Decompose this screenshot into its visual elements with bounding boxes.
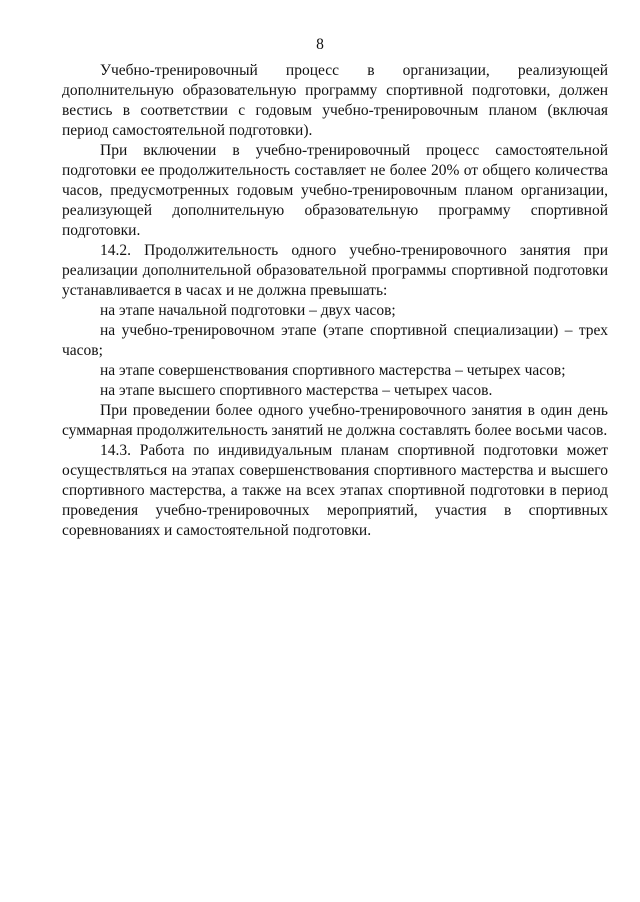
list-item-training-stage: на учебно-тренировочном этапе (этапе спортивной специализации) – трех часов; [62, 322, 608, 359]
paragraph-daily-total-limit: При проведении более одного учебно-тренировочного занятия в один день суммарная продолжительность занятий не должна составлять более восьми часов. [62, 402, 608, 439]
list-item-improvement-stage: на этапе совершенствования спортивного мастерства – четырех часов; [100, 362, 566, 379]
paragraph-14-3-individual-plans: 14.3. Работа по индивидуальным планам спортивной подготовки может осуществляться на этапах совершенствования спортивного мастерства и высшего спортивного мастерства, а также на всех этапах спортивной подготовки в период проведения учебно-тренировочных мероприятий, участия в спортивных соревнованиях и самостоятельной подготовки. [62, 442, 608, 539]
paragraph-14-2-session-duration: 14.2. Продолжительность одного учебно-тренировочного занятия при реализации дополнительной образовательной программы спортивной подготовки устанавливается в часах и не должна превышать: [62, 242, 608, 299]
document-body [62, 61, 608, 541]
paragraph-training-process: Учебно-тренировочный процесс в организации, реализующей дополнительную образовательную программу спортивной подготовки, должен вестись в соответствии с годовым учебно-тренировочным планом (включая период самостоятельной подготовки). [62, 62, 608, 139]
list-item-highest-stage: на этапе высшего спортивного мастерства – четырех часов. [100, 382, 493, 399]
page-number: 8 [316, 36, 324, 53]
paragraph-self-training-limit: При включении в учебно-тренировочный процесс самостоятельной подготовки ее продолжительность составляет не более 20% от общего количества часов, предусмотренных годовым учебно-тренировочным планом организации, реализующей дополнительную образовательную программу спортивной подготовки. [62, 142, 608, 239]
list-item-initial-stage: на этапе начальной подготовки – двух часов; [100, 302, 396, 319]
